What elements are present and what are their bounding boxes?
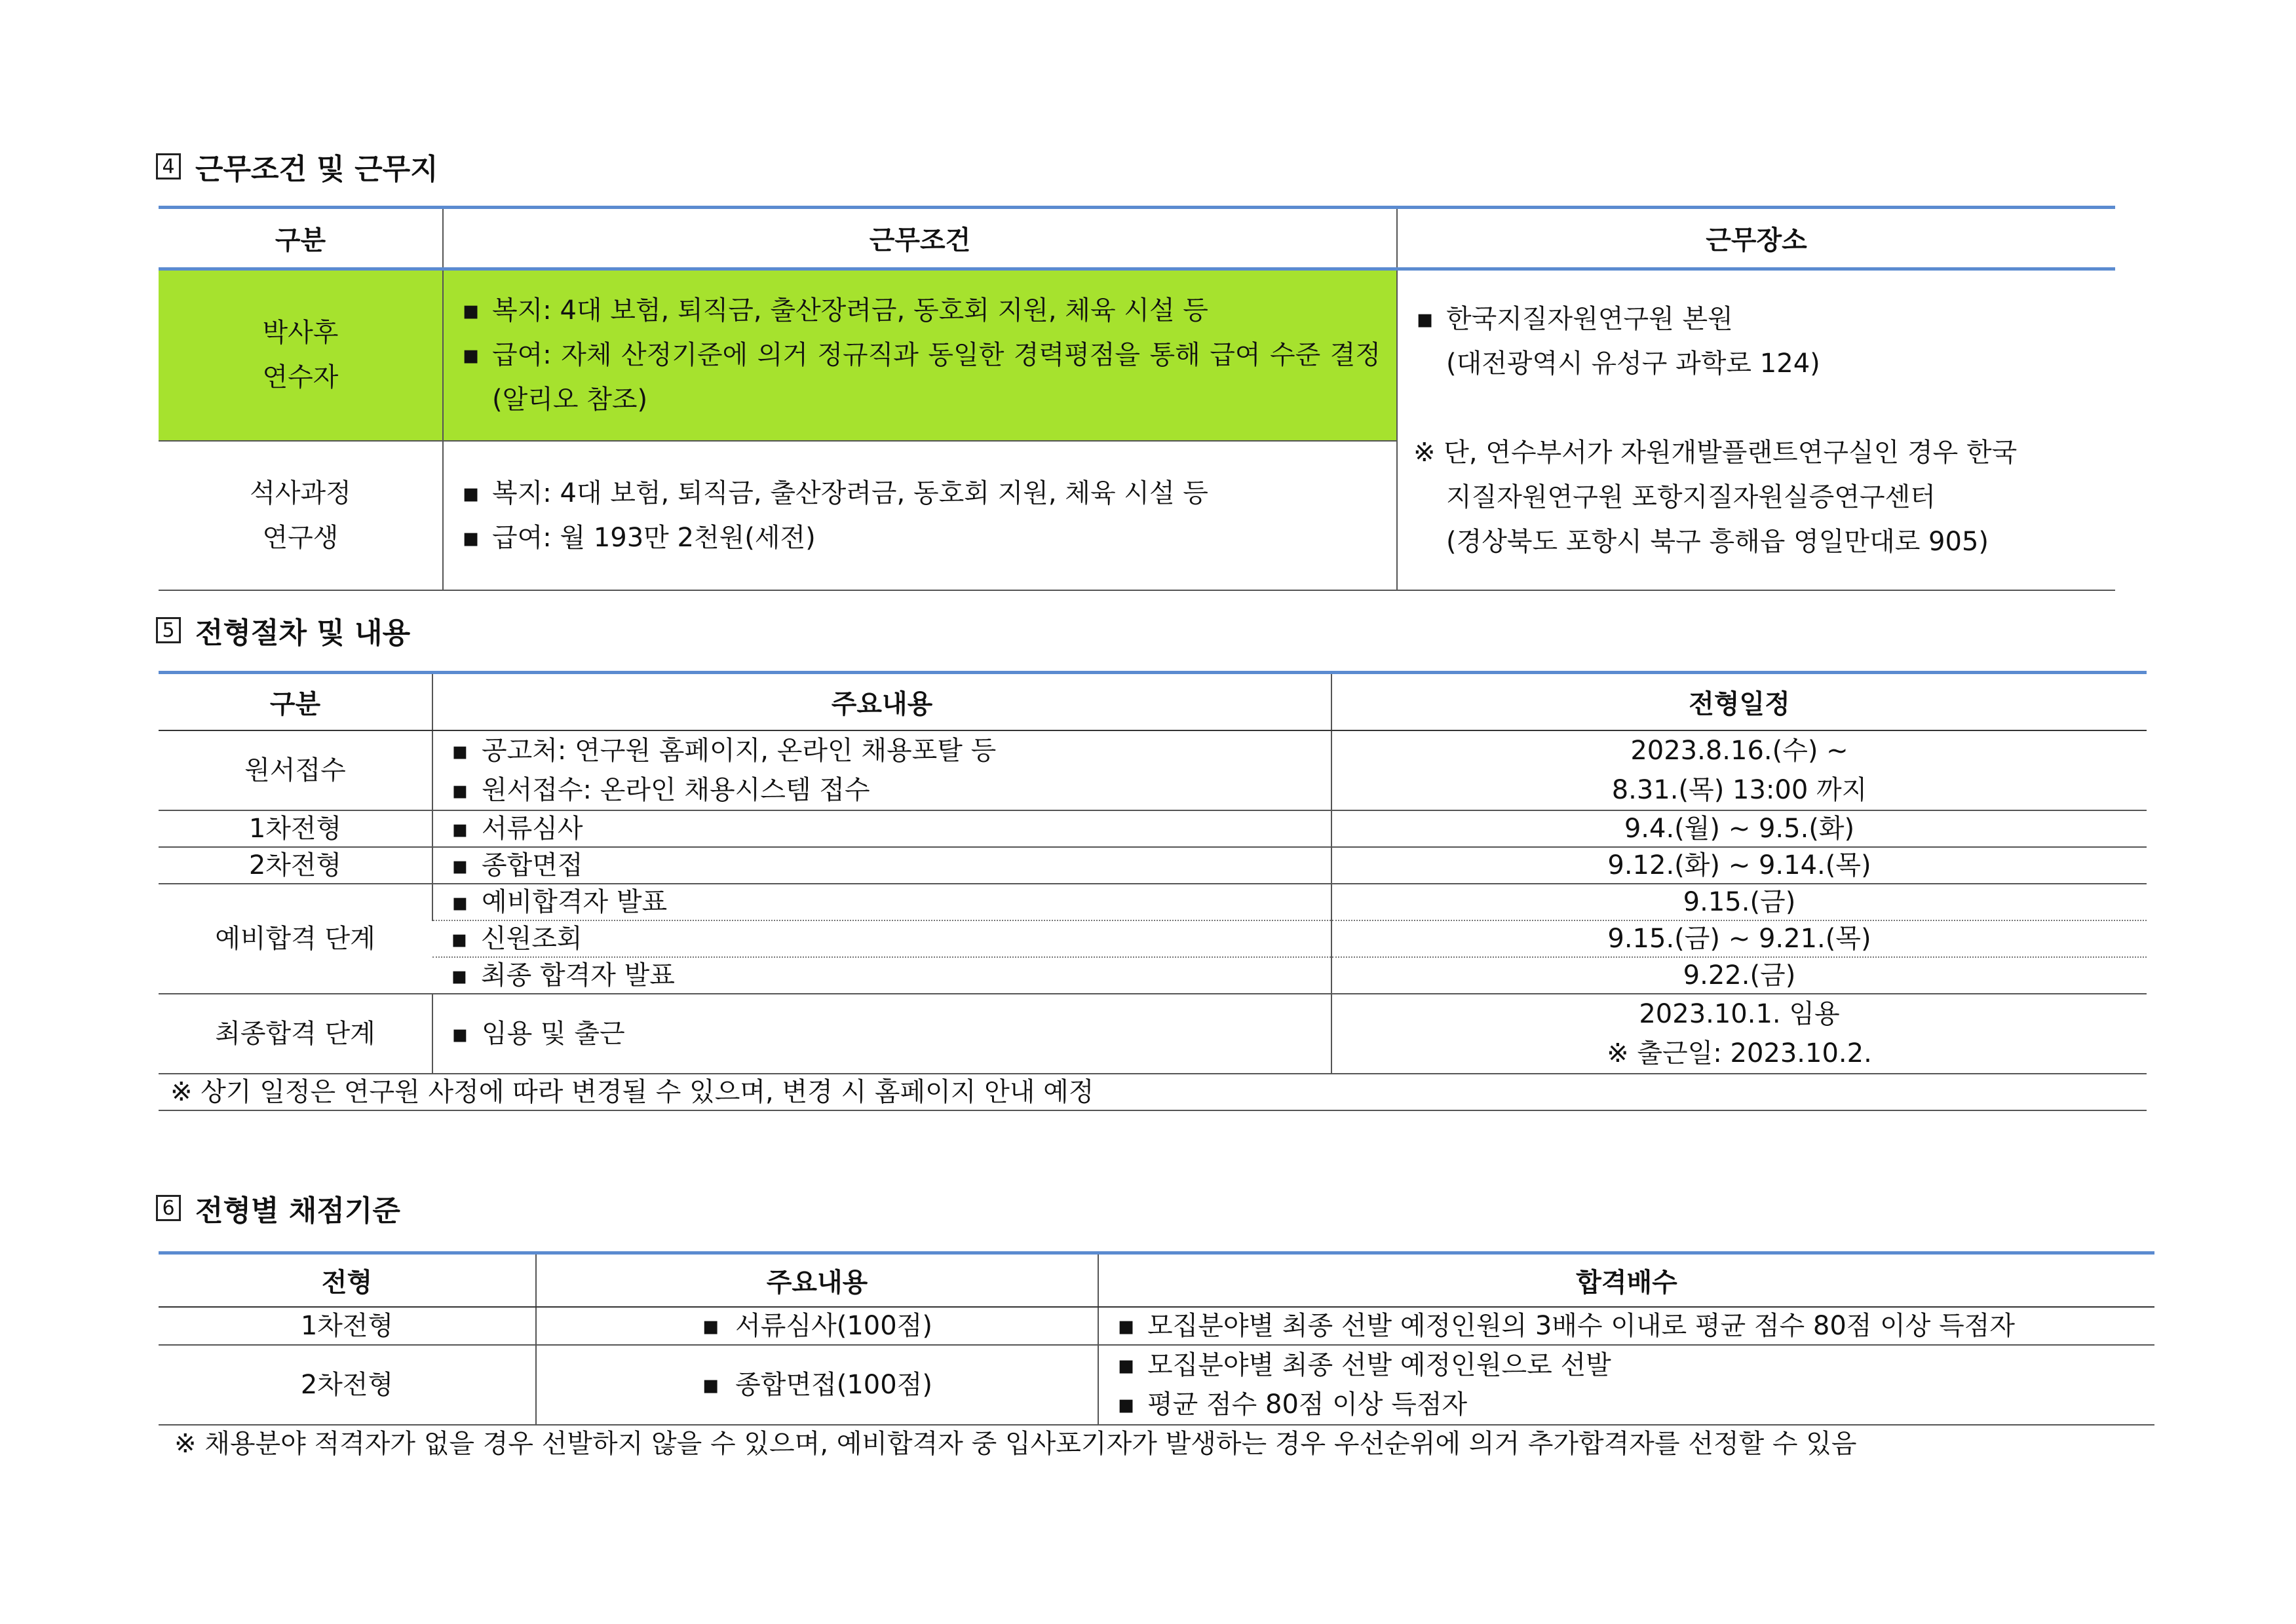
list-item: ▪ 임용 및 출근 (449, 1016, 1315, 1051)
table-row (159, 957, 2147, 994)
list-item: ▪ 공고처: 연구원 홈페이지, 온라인 채용포탈 등 (449, 731, 1315, 770)
stage-label: 예비합격 단계 (159, 884, 432, 994)
table-row (159, 884, 2147, 920)
table-row (159, 1307, 2154, 1345)
list-item: ▪ 모집분야별 최종 선발 예정인원으로 선발 (1115, 1346, 2139, 1385)
header-category: 구분 (159, 673, 432, 730)
schedule-date: 8.31.(목) 13:00 까지 (1611, 774, 1867, 805)
header-stage: 전형 (159, 1253, 536, 1307)
location-note-address: (경상북도 포항시 북구 흥해읍 영일만대로 905) (1446, 527, 1989, 557)
schedule-date: 9.15.(금) (1331, 884, 2147, 920)
scoring-criteria-table (159, 1251, 2154, 1462)
header-location: 근무장소 (1397, 208, 2115, 269)
content-cell (432, 810, 1331, 847)
stage-label: 원서접수 (159, 730, 432, 810)
stage-label: 1차전형 (159, 810, 432, 847)
category-label: 석사과정 (250, 478, 351, 508)
table-note-row (159, 1074, 2147, 1110)
location-cell (1397, 269, 2115, 590)
list-item: ▪ 급여: 자체 산정기준에 의거 정규직과 동일한 경력평점을 통해 급여 수준 결정 (알리오 참조) (459, 333, 1381, 422)
content-cell (432, 884, 1331, 920)
header-content: 주요내용 (432, 673, 1331, 730)
criteria-cell (1098, 1345, 2154, 1425)
schedule-date: 9.12.(화) ~ 9.14.(목) (1331, 847, 2147, 884)
schedule-note: ※ 출근일: 2023.10.2. (1607, 1038, 1872, 1068)
content-cell (536, 1345, 1098, 1425)
stage-label: 1차전형 (159, 1307, 536, 1345)
schedule-date: 9.4.(월) ~ 9.5.(화) (1331, 810, 2147, 847)
schedule-cell (1331, 730, 2147, 810)
category-label: 연구생 (262, 522, 339, 553)
table-row (159, 847, 2147, 884)
content-cell (432, 994, 1331, 1074)
criteria-cell (1098, 1307, 2154, 1345)
header-content: 주요내용 (536, 1253, 1098, 1307)
list-item: ▪ 모집분야별 최종 선발 예정인원의 3배수 이내로 평균 점수 80점 이상 득점자 (1115, 1308, 2139, 1344)
list-item: ▪ 복지: 4대 보험, 퇴직금, 출산장려금, 동호회 지원, 체육 시설 등 (459, 471, 1381, 516)
section4-number-box: 4 (156, 153, 181, 179)
conditions-cell (443, 269, 1397, 441)
list-item: ▪ 원서접수: 온라인 채용시스템 접수 (449, 770, 1315, 810)
list-item: ▪ 예비합격자 발표 (449, 884, 1315, 920)
table-row (159, 1345, 2154, 1425)
section5-number-box: 5 (156, 617, 181, 643)
content-cell (432, 957, 1331, 994)
schedule-date: 9.15.(금) ~ 9.21.(목) (1331, 920, 2147, 957)
location-main-address: (대전광역시 유성구 과학로 124) (1446, 349, 1820, 379)
content-text: ▪ 서류심사(100점) (702, 1311, 932, 1341)
list-item: ▪ 신원조회 (448, 921, 1315, 956)
stage-label: 최종합격 단계 (159, 994, 432, 1074)
table-note-row (159, 1425, 2154, 1462)
stage-label: 2차전형 (159, 847, 432, 884)
header-pass-ratio: 합격배수 (1098, 1253, 2154, 1307)
header-schedule: 전형일정 (1331, 673, 2147, 730)
list-item: ▪ 평균 점수 80점 이상 득점자 (1115, 1385, 2139, 1424)
category-label: 연수자 (262, 362, 339, 393)
section5-heading: 전형절차 및 내용 (195, 616, 411, 650)
conditions-cell (443, 441, 1397, 590)
list-item: ▪ 최종 합격자 발표 (448, 958, 1315, 993)
schedule-cell (1331, 994, 2147, 1074)
work-conditions-table (159, 206, 2115, 591)
list-item: ▪ 급여: 월 193만 2천원(세전) (459, 516, 1381, 560)
content-text: ▪ 종합면접(100점) (702, 1370, 932, 1400)
table-row (159, 269, 2115, 441)
header-conditions: 근무조건 (443, 208, 1397, 269)
location-note: 지질자원연구원 포항지질자원실증연구센터 (1446, 482, 1936, 512)
content-cell (536, 1307, 1098, 1345)
list-item: ▪ 서류심사 (449, 811, 1315, 846)
location-note: ※ 단, 연수부서가 자원개발플랜트연구실인 경우 한국 (1413, 438, 2018, 468)
category-cell (159, 269, 443, 441)
content-cell (432, 730, 1331, 810)
section5-title (156, 609, 410, 651)
category-cell (159, 441, 443, 590)
schedule-date: 9.22.(금) (1331, 957, 2147, 994)
table-row (159, 920, 2147, 957)
content-cell (432, 920, 1331, 957)
list-item: ▪ 복지: 4대 보험, 퇴직금, 출산장려금, 동호회 지원, 체육 시설 등 (459, 288, 1381, 333)
section4-heading: 근무조건 및 근무지 (195, 153, 438, 186)
section6-heading: 전형별 채점기준 (195, 1194, 400, 1228)
location-main: ▪ 한국지질자원연구원 본원 (1413, 297, 2099, 341)
table-row (159, 994, 2147, 1074)
header-category: 구분 (159, 208, 443, 269)
scoring-note: ※ 채용분야 적격자가 없을 경우 선발하지 않을 수 있으며, 예비합격자 중 입사포기자가 발생하는 경우 우선순위에 의거 추가합격자를 선정할 수 있음 (174, 1428, 1857, 1459)
schedule-date: 2023.10.1. 임용 (1639, 998, 1840, 1029)
section6-title (156, 1187, 400, 1229)
stage-label: 2차전형 (159, 1345, 536, 1425)
schedule-note: ※ 상기 일정은 연구원 사정에 따라 변경될 수 있으며, 변경 시 홈페이지 안내 예정 (159, 1074, 2147, 1110)
selection-procedure-table (159, 671, 2147, 1111)
section6-number-box: 6 (156, 1195, 181, 1221)
category-label: 박사후 (262, 318, 339, 349)
schedule-date: 2023.8.16.(수) ~ (1630, 735, 1848, 766)
table-row (159, 810, 2147, 847)
table-row (159, 730, 2147, 810)
section4-title (156, 145, 438, 187)
content-cell (432, 847, 1331, 884)
list-item: ▪ 종합면접 (449, 848, 1315, 883)
